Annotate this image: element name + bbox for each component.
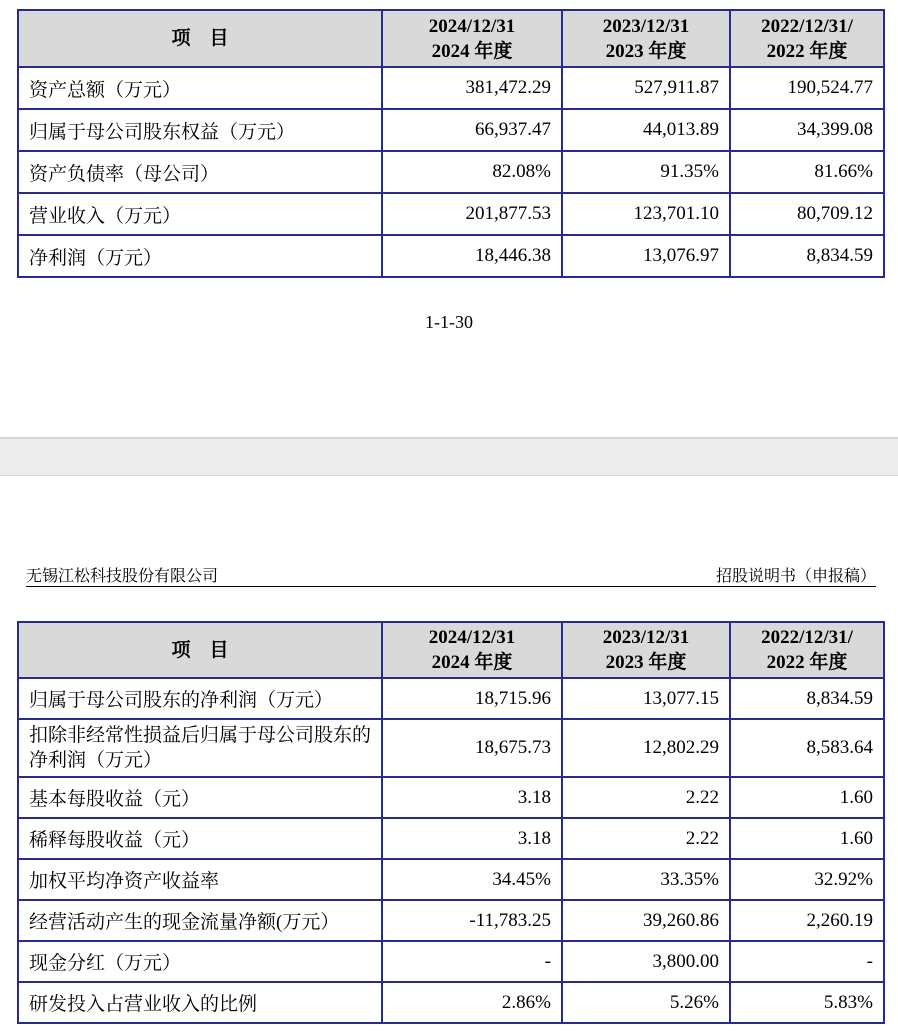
- value-2022: 8,834.59: [730, 235, 884, 277]
- header-date: 2023/12/31: [602, 627, 690, 648]
- value-2022: 81.66%: [730, 151, 884, 193]
- table-row: [18, 193, 884, 235]
- value-2023: 3,800.00: [562, 941, 730, 982]
- value-2022: 8,834.59: [730, 678, 884, 719]
- value-2024: 18,675.73: [382, 719, 562, 777]
- row-label: 资产负债率（母公司）: [18, 151, 382, 193]
- row-label: 加权平均净资产收益率: [18, 859, 382, 900]
- table-row: [18, 859, 884, 900]
- table-row: [18, 109, 884, 151]
- value-2022: 190,524.77: [730, 67, 884, 109]
- financial-summary-table-2: [17, 621, 885, 1024]
- value-2023: 12,802.29: [562, 719, 730, 777]
- header-2023: [562, 10, 730, 67]
- value-2023: 2.22: [562, 818, 730, 859]
- value-2024: 3.18: [382, 777, 562, 818]
- header-2024: [382, 10, 562, 67]
- table-row: [18, 818, 884, 859]
- page-number: 1-1-30: [425, 312, 473, 332]
- page-separator: [0, 437, 898, 476]
- table-row: [18, 900, 884, 941]
- table-row: [18, 151, 884, 193]
- row-label: 现金分红（万元）: [18, 941, 382, 982]
- row-label: 归属于母公司股东的净利润（万元）: [18, 678, 382, 719]
- value-2023: 2.22: [562, 777, 730, 818]
- header-item: 项 目: [18, 622, 382, 678]
- header-date: 2024/12/31: [428, 627, 516, 648]
- header-date: 2024/12/31: [428, 15, 516, 37]
- value-2023: 91.35%: [562, 151, 730, 193]
- value-2024: 201,877.53: [382, 193, 562, 235]
- value-2023: 123,701.10: [562, 193, 730, 235]
- document-header: [26, 561, 876, 587]
- value-2022: 32.92%: [730, 859, 884, 900]
- table-row: [18, 719, 884, 777]
- header-year: 2024 年度: [431, 40, 513, 62]
- value-2022: 2,260.19: [730, 900, 884, 941]
- value-2024: 66,937.47: [382, 109, 562, 151]
- row-label: 扣除非经常性损益后归属于母公司股东的净利润（万元）: [18, 719, 382, 777]
- table-header-row: [18, 10, 884, 67]
- value-2022: 1.60: [730, 777, 884, 818]
- value-2024: 82.08%: [382, 151, 562, 193]
- table-row: [18, 982, 884, 1023]
- value-2022: 1.60: [730, 818, 884, 859]
- header-2022: [730, 622, 884, 678]
- value-2024: 381,472.29: [382, 67, 562, 109]
- header-year: 2024 年度: [431, 652, 513, 673]
- table-row: [18, 67, 884, 109]
- header-2024: [382, 622, 562, 678]
- value-2024: -11,783.25: [382, 900, 562, 941]
- value-2024: 34.45%: [382, 859, 562, 900]
- value-2022: 8,583.64: [730, 719, 884, 777]
- value-2023: 527,911.87: [562, 67, 730, 109]
- value-2022: 5.83%: [730, 982, 884, 1023]
- value-2024: 3.18: [382, 818, 562, 859]
- header-2022: [730, 10, 884, 67]
- header-year: 2023 年度: [605, 40, 687, 62]
- row-label: 归属于母公司股东权益（万元）: [18, 109, 382, 151]
- value-2023: 33.35%: [562, 859, 730, 900]
- company-name: 无锡江松科技股份有限公司: [26, 568, 219, 585]
- row-label: 净利润（万元）: [18, 235, 382, 277]
- row-label: 基本每股收益（元）: [18, 777, 382, 818]
- value-2024: 18,446.38: [382, 235, 562, 277]
- financial-summary-table-1: [17, 9, 885, 278]
- table-row: [18, 235, 884, 277]
- header-date: 2022/12/31/: [761, 15, 853, 37]
- value-2024: 18,715.96: [382, 678, 562, 719]
- value-2023: 5.26%: [562, 982, 730, 1023]
- value-2022: 80,709.12: [730, 193, 884, 235]
- row-label: 稀释每股收益（元）: [18, 818, 382, 859]
- value-2023: 13,077.15: [562, 678, 730, 719]
- header-year: 2022 年度: [766, 652, 848, 673]
- document-type: 招股说明书（申报稿）: [715, 568, 876, 585]
- value-2024: 2.86%: [382, 982, 562, 1023]
- header-2023: [562, 622, 730, 678]
- header-date: 2023/12/31: [602, 15, 690, 37]
- table-header-row: [18, 622, 884, 678]
- header-year: 2022 年度: [766, 40, 848, 62]
- table-row: [18, 678, 884, 719]
- value-2023: 44,013.89: [562, 109, 730, 151]
- row-label: 经营活动产生的现金流量净额(万元）: [18, 900, 382, 941]
- header-item: 项 目: [18, 10, 382, 67]
- row-label: 资产总额（万元）: [18, 67, 382, 109]
- row-label: 营业收入（万元）: [18, 193, 382, 235]
- value-2022: 34,399.08: [730, 109, 884, 151]
- value-2023: 13,076.97: [562, 235, 730, 277]
- table-row: [18, 777, 884, 818]
- header-year: 2023 年度: [605, 652, 687, 673]
- row-label: 研发投入占营业收入的比例: [18, 982, 382, 1023]
- table-row: [18, 941, 884, 982]
- value-2024: -: [382, 941, 562, 982]
- value-2022: -: [730, 941, 884, 982]
- header-date: 2022/12/31/: [761, 627, 853, 648]
- value-2023: 39,260.86: [562, 900, 730, 941]
